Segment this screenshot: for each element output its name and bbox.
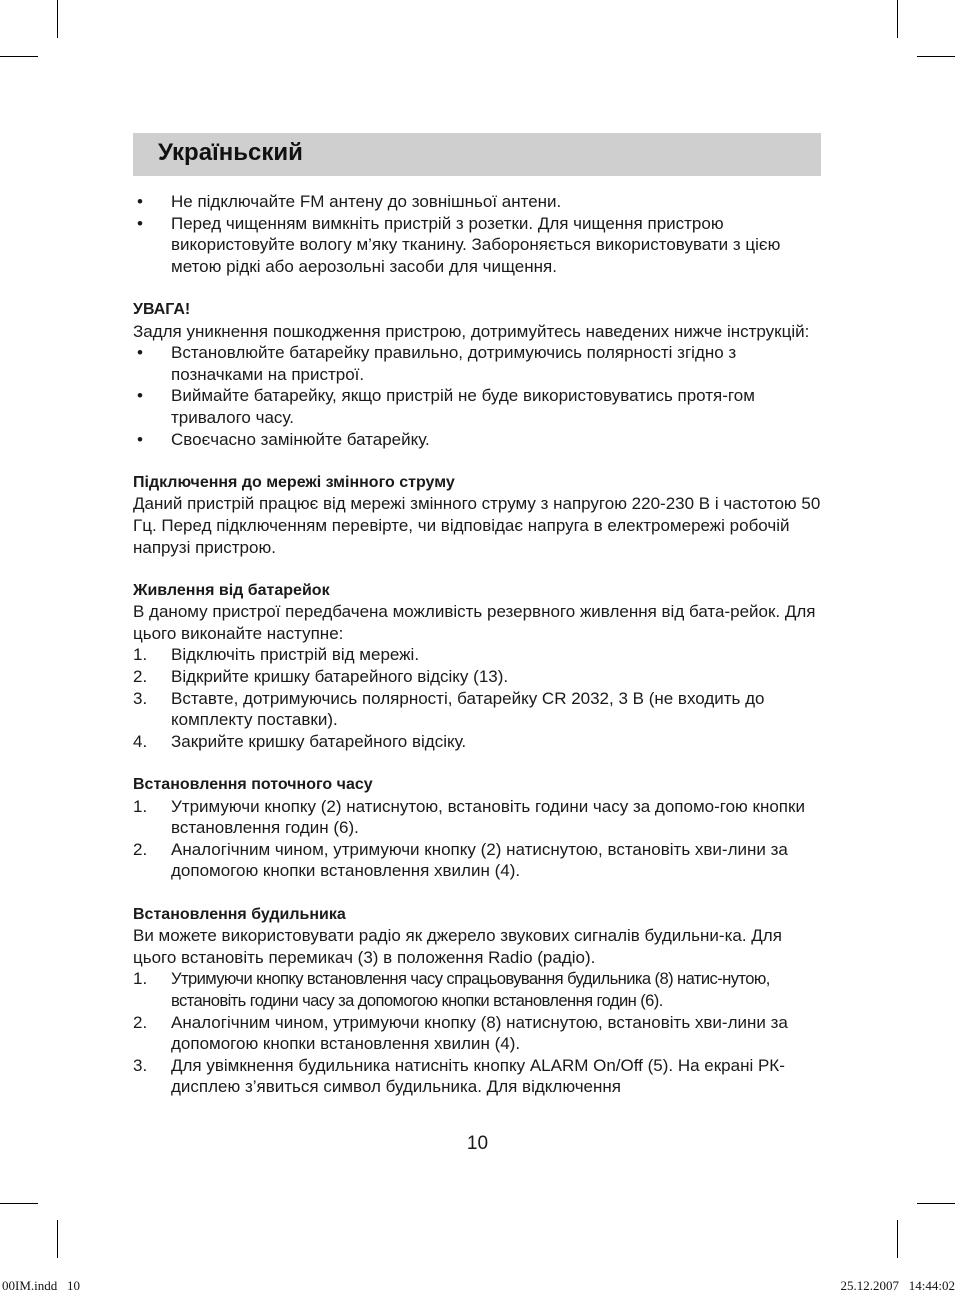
crop-mark [0,56,38,57]
list-item [133,385,823,428]
bullet-text: Своєчасно замінюйте батарейку. [171,429,430,449]
bullet-icon: • [137,343,143,363]
step-number: 3. [133,1055,148,1075]
step-text: Для увімкнення будильника натисніть кнопку ALARM On/Off (5). На екрані РК-дисплею з’явиться символ будильника. Для відключення [171,1055,785,1097]
step-text: Вставте, дотримуючись полярності, батарейку CR 2032, 3 В (не входить до комплекту поставки). [171,688,765,730]
bullet-text: Встановлюйте батарейку правильно, дотримуючись полярності згідно з позначками на пристрої. [171,343,737,384]
step-number: 3. [133,688,148,708]
section-heading: Живлення від батарейок [133,581,330,599]
list-item [133,213,823,278]
crop-mark [57,1220,58,1258]
bullet-text: Виймайте батарейку, якщо пристрій не буде використовуватись протя-гом тривалого часу. [171,386,755,427]
list-item [133,429,823,451]
step-text: Закрийте кришку батарейного відсіку. [171,731,467,751]
section-text: Даний пристрій працює від мережі змінного струму з напругою 220-230 В і частотою 50 Гц. Перед підключенням перевірте, чи відповідає напруга в електромережі робочій напрузі пристрою. [133,494,821,557]
step-number: 1. [133,969,148,989]
crop-mark [0,1203,38,1204]
crop-mark [917,1203,955,1204]
document-body [133,191,823,1098]
step-number: 2. [133,1012,148,1032]
crop-mark [917,56,955,57]
list-item [133,1012,823,1055]
step-text: Утримуючи кнопку встановлення часу спрацьовування будильника (8) натис-нутою, встановіть години часу за допомогою кнопки встановлення годин (6). [171,969,770,1010]
print-slug-date: 25.12.2007 14:44:02 [840,1278,955,1293]
bullet-icon: • [137,192,143,211]
list-item [133,839,823,882]
language-header [133,133,821,176]
step-number: 4. [133,731,148,751]
section-text: Задля уникнення пошкодження пристрою, дотримуйтесь наведених нижче інструкцій: [133,321,810,341]
crop-mark [57,0,58,38]
step-number: 1. [133,645,148,665]
step-text: Утримуючи кнопку (2) натиснутою, встановіть години часу за допомо-гою кнопки встановлення годин (6). [171,796,805,838]
list-item [133,644,823,666]
crop-mark [897,0,898,38]
section-heading: УВАГА! [133,300,191,318]
bullet-text: Перед чищенням вимкніть пристрій з розетки. Для чищення пристрою використовуйте вологу м’яку тканину. Забороняється використовувати з цією метою рідкі або аерозольні засоби для чищення. [171,213,781,276]
step-text: Відкрийте кришку батарейного відсіку (13). [171,667,509,687]
bullet-icon: • [137,386,143,406]
step-text: Аналогічним чином, утримуючи кнопку (8) натиснутою, встановіть хви-лини за допомогою кнопки встановлення хвилин (4). [171,1012,788,1054]
print-slug-file: 00IM.indd 10 [2,1278,80,1293]
list-item [133,688,823,731]
step-number: 2. [133,839,148,859]
bullet-text: Не підключайте FM антену до зовнішньої антени. [171,192,562,211]
bullet-icon: • [137,429,143,449]
page-number: 10 [466,1133,489,1154]
section-text: В даному пристрої передбачена можливість резервного живлення від бата-рейок. Для цього виконайте наступне: [133,602,816,643]
section-heading: Встановлення поточного часу [133,776,373,794]
crop-mark [897,1220,898,1258]
page-title: Україньский [158,139,303,166]
list-item [133,968,823,1011]
list-item [133,191,823,213]
list-item [133,342,823,385]
list-item [133,796,823,839]
section-heading: Встановлення будильника [133,905,346,923]
step-text: Відключіть пристрій від мережі. [171,645,420,665]
step-text: Аналогічним чином, утримуючи кнопку (2) натиснутою, встановіть хви-лини за допомогою кнопки встановлення хвилин (4). [171,839,788,881]
list-item [133,731,823,753]
section-text: Ви можете використовувати радіо як джерело звукових сигналів будильни-ка. Для цього встановіть перемикач (3) в положення Radio (радіо). [133,926,782,967]
step-number: 2. [133,667,148,687]
bullet-icon: • [137,213,143,233]
list-item [133,666,823,688]
step-number: 1. [133,796,148,816]
list-item [133,1055,823,1098]
section-heading: Підключення до мережі змінного струму [133,473,455,491]
